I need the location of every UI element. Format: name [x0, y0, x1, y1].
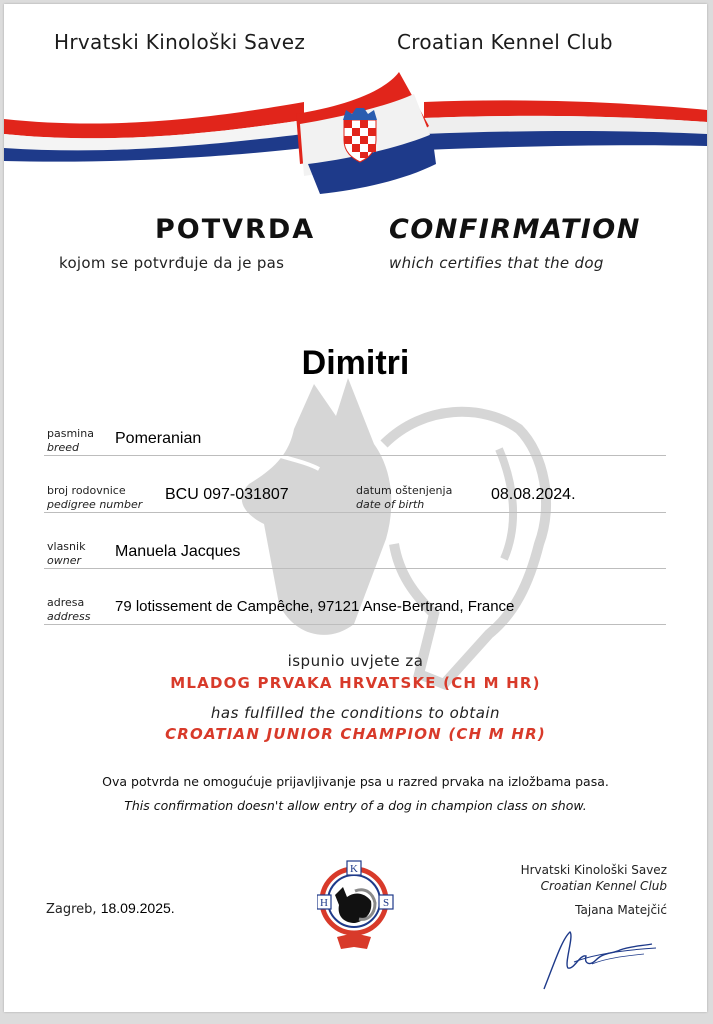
breed-label — [47, 427, 94, 455]
address-label-en: address — [47, 610, 91, 623]
owner-label-hr: vlasnik — [47, 540, 86, 553]
owner-label-en: owner — [47, 554, 81, 567]
pedigree-value: BCU 097-031807 — [165, 486, 289, 503]
logo-letter-k: K — [350, 863, 358, 875]
issue-date-value: 18.09.2025. — [100, 900, 175, 916]
title-hr: POTVRDA — [155, 214, 316, 245]
issue-place: Zagreb, — [46, 902, 97, 917]
header-right: Croatian Kennel Club — [397, 30, 613, 54]
breed-label-hr: pasmina — [47, 427, 94, 440]
address-value: 79 lotissement de Campêche, 97121 Anse-Bertrand, France — [115, 598, 515, 615]
header-left: Hrvatski Kinološki Savez — [54, 30, 306, 54]
subtitle-en: which certifies that the dog — [389, 254, 604, 272]
pedigree-label — [47, 484, 142, 512]
certificate-page — [4, 4, 707, 1012]
dog-name: Dimitri — [301, 344, 410, 382]
address-label-hr: adresa — [47, 596, 85, 609]
address-label — [47, 596, 90, 624]
conditions-intro-en: has fulfilled the conditions to obtain — [210, 704, 501, 722]
address-rule — [44, 624, 666, 625]
pedigree-rule — [44, 512, 666, 513]
pedigree-label-hr: broj rodovnice — [47, 484, 126, 497]
signature-org-en: Croatian Kennel Club — [540, 879, 667, 893]
dob-label-en: date of birth — [356, 498, 425, 511]
owner-value: Manuela Jacques — [115, 543, 241, 560]
breed-label-en: breed — [47, 441, 80, 454]
conditions-intro-hr: ispunio uvjete za — [287, 652, 424, 670]
dob-value: 08.08.2024. — [491, 486, 576, 503]
owner-rule — [44, 568, 666, 569]
dob-label-hr: datum oštenjenja — [356, 484, 453, 497]
croatian-flag-ribbon — [4, 64, 707, 204]
owner-label — [47, 540, 85, 568]
issue-date — [46, 900, 175, 917]
title-en: CONFIRMATION — [389, 214, 641, 245]
handwritten-signature — [534, 924, 664, 994]
hks-logo-icon — [317, 857, 395, 955]
dog-watermark-illustration — [234, 374, 564, 694]
breed-rule — [44, 455, 666, 456]
signature-org-hr: Hrvatski Kinološki Savez — [520, 863, 667, 877]
note-en: This confirmation doesn't allow entry of a dog in champion class on show. — [124, 798, 587, 813]
pedigree-label-en: pedigree number — [47, 498, 143, 511]
breed-value: Pomeranian — [115, 430, 202, 447]
subtitle-hr: kojom se potvrđuje da je pas — [59, 254, 285, 272]
signatory-name: Tajana Matejčić — [575, 903, 667, 917]
logo-letter-h: H — [320, 897, 328, 909]
conditions-title-en: CROATIAN JUNIOR CHAMPION (CH M HR) — [165, 725, 546, 743]
dob-label — [356, 484, 452, 512]
logo-letter-s: S — [382, 897, 390, 909]
note-hr: Ova potvrda ne omogućuje prijavljivanje psa u razred prvaka na izložbama pasa. — [102, 774, 609, 789]
conditions-title-hr: MLADOG PRVAKA HRVATSKE (CH M HR) — [170, 674, 541, 692]
signature-block — [521, 862, 667, 918]
